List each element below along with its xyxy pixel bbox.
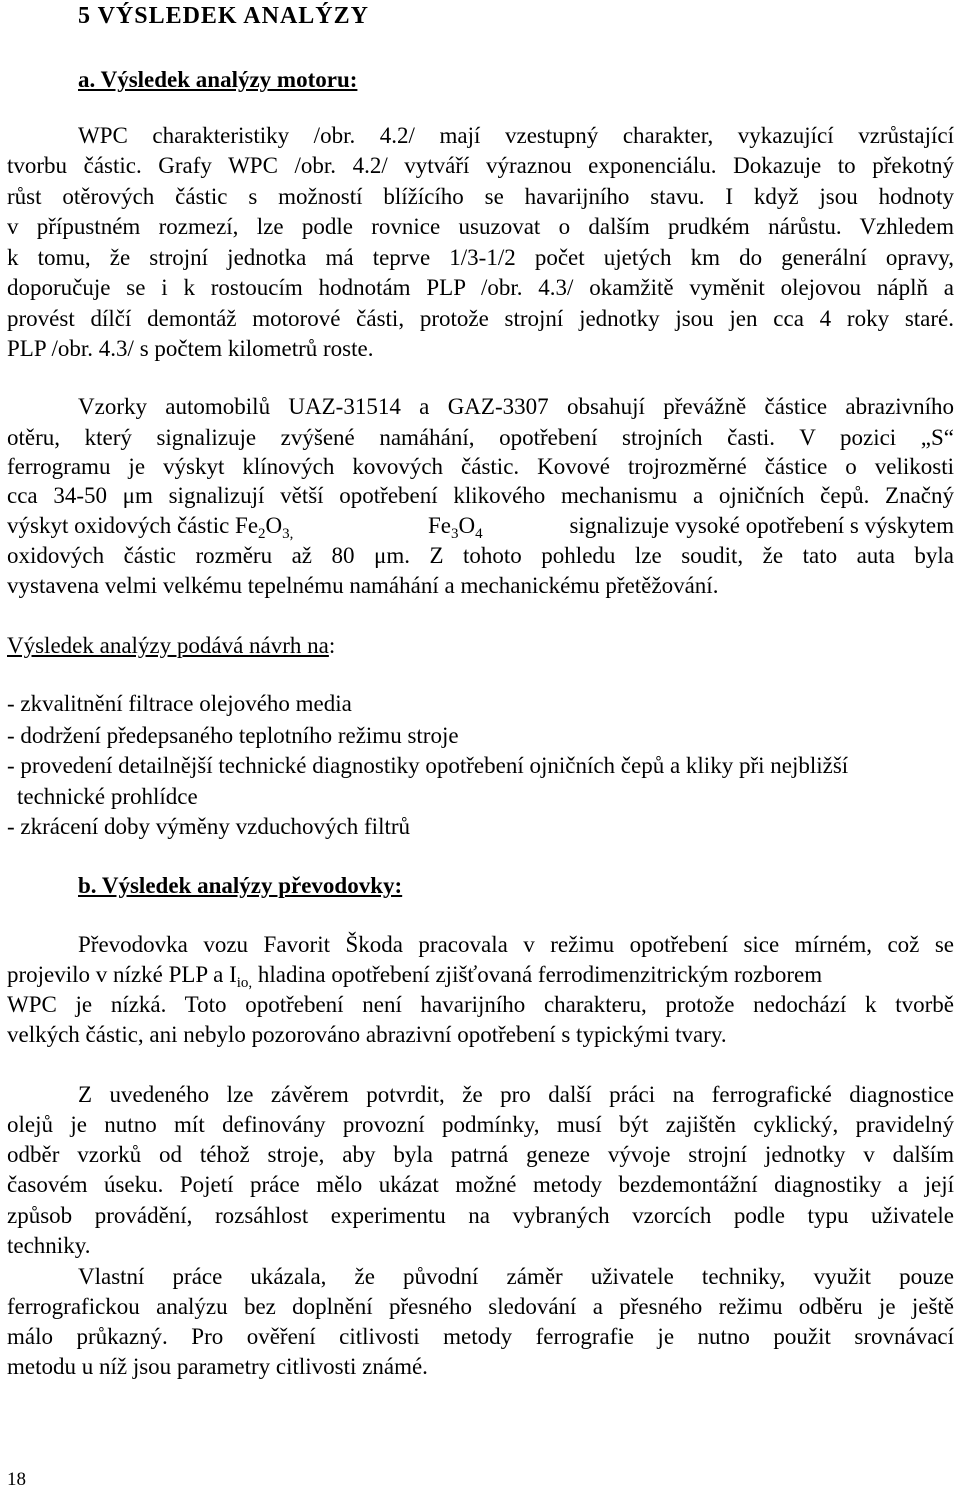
chapter-heading: 5 VÝSLEDEK ANALÝZY bbox=[78, 3, 369, 29]
paragraph-a1-line: provést dílčí demontáž motorové části, protože strojní jednotky jsou jen cca 4 roky staré. bbox=[7, 306, 954, 331]
paragraph-b2-line: techniky. bbox=[7, 1233, 91, 1258]
paragraph-a2-line: oxidových částic rozměru až 80 μm. Z tohoto pohledu lze soudit, že tato auta byla bbox=[7, 543, 954, 568]
paragraph-b3-line: ferrografickou analýzu bez doplnění přesného sledování a přesného režimu odběru je ještě bbox=[7, 1294, 954, 1319]
paragraph-b1-formula-line: projevilo v nízké PLP a $I_{io,}$ hladina opotřebení zjišťovaná ferrodimenzitrickým rozborem bbox=[7, 962, 823, 991]
list-item: - zkrácení doby výměny vzduchových filtrů bbox=[7, 814, 411, 839]
paragraph-a1-line: doporučuje se i k rostoucím hodnotám PLP /obr. 4.3/ okamžitě vyměnit olejovou náplň a bbox=[7, 275, 954, 300]
paragraph-a2-line: cca 34-50 μm signalizují větší opotřebení klikového mechanismu a ojničních čepů. Značný bbox=[7, 483, 954, 508]
paragraph-a1-line: růst otěrových částic s možností blížícího se havarijního stavu. I když jsou hodnoty bbox=[7, 184, 954, 209]
formula-line-tail: signalizuje vysoké opotřebení s výskytem bbox=[569, 513, 954, 538]
paragraph-b1-line: WPC je nízká. Toto opotřebení není havarijního charakteru, protože nedochází k tvorbě bbox=[7, 992, 954, 1017]
section-a-heading bbox=[78, 66, 960, 94]
paragraph-a1-line: WPC charakteristiky /obr. 4.2/ mají vzestupný charakter, vykazující vzrůstající bbox=[78, 123, 954, 148]
page-number: 18 bbox=[7, 1469, 26, 1490]
paragraph-b3-line: Vlastní práce ukázala, že původní záměr uživatele techniky, využit pouze bbox=[78, 1264, 954, 1289]
proposal-heading: Výsledek analýzy podává návrh na: bbox=[7, 633, 336, 658]
paragraph-b3-line: málo průkazný. Pro ověření citlivosti metody ferrografie je nutno použit srovnávací bbox=[7, 1324, 954, 1349]
paragraph-a2-line: Vzorky automobilů UAZ-31514 a GAZ-3307 obsahují převážně částice abrazivního bbox=[78, 394, 954, 419]
section-a-heading-text: a. Výsledek analýzy motoru: bbox=[78, 67, 358, 92]
paragraph-b2-line: způsob provádění, rozsáhlost experimentu na vybraných vzorcích podle typu uživatele bbox=[7, 1203, 954, 1228]
section-b-heading bbox=[78, 872, 960, 900]
paragraph-a1-line: PLP /obr. 4.3/ s počtem kilometrů roste. bbox=[7, 336, 374, 361]
paragraph-b2-line: časovém úseku. Pojetí práce mělo ukázat možné metody bezdemontážní diagnostiky a její bbox=[7, 1172, 954, 1197]
paragraph-a1-line: v přípustném rozmezí, lze podle rovnice usuzovat o dalším prudkém nárůstu. Vzhledem bbox=[7, 214, 954, 239]
formula-fe3o4: $Fe_3O_4$ bbox=[428, 513, 483, 542]
paragraph-a1-line: tvorbu částic. Grafy WPC /obr. 4.2/ vytváří výraznou exponenciálu. Dokazuje to překotný bbox=[7, 153, 954, 178]
paragraph-b2-line: olejů je nutno mít definovány provozní podmínky, musí být zajištěn cyklický, pravidelný bbox=[7, 1112, 954, 1137]
list-item: - provedení detailnější technické diagnostiky opotřebení ojničních čepů a kliky při nejbližší bbox=[7, 753, 849, 778]
paragraph-b2-line: Z uvedeného lze závěrem potvrdit, že pro další práci na ferrografické diagnostice bbox=[78, 1082, 954, 1107]
paragraph-a1-line: k tomu, že strojní jednotka má teprve 1/3-1/2 počet ujetých km do generální opravy, bbox=[7, 245, 954, 270]
paragraph-b1-line: Převodovka vozu Favorit Škoda pracovala v režimu opotřebení sice mírném, což se bbox=[78, 932, 954, 957]
section-b-heading-text: b. Výsledek analýzy převodovky: bbox=[78, 873, 403, 898]
paragraph-a2-line: otěru, který signalizuje zvýšené namáhání, opotřebení strojních časti. V pozici „S“ bbox=[7, 425, 954, 450]
paragraph-b3-line: metodu u níž jsou parametry citlivosti známé. bbox=[7, 1354, 428, 1379]
list-item: - dodržení předepsaného teplotního režimu stroje bbox=[7, 723, 459, 748]
paragraph-a2-line: ferrogramu je výskyt klínových kovových částic. Kovové trojrozměrné částice o velikosti bbox=[7, 454, 954, 479]
paragraph-b1-line: velkých částic, ani nebylo pozorováno abrazivní opotřebení s typickými tvary. bbox=[7, 1022, 727, 1047]
list-item-continuation: technické prohlídce bbox=[17, 784, 198, 809]
formula-line-text: výskyt oxidových částic $Fe_2O_{3,}$ bbox=[7, 513, 294, 542]
paragraph-a2-line: vystavena velmi velkému tepelnému namáhání a mechanickému přetěžování. bbox=[7, 573, 719, 598]
paragraph-b2-line: odběr vzorků od téhož stroje, aby byla patrná geneze vývoje strojní jednotky v dalším bbox=[7, 1142, 954, 1167]
list-item: - zkvalitnění filtrace olejového media bbox=[7, 691, 352, 716]
